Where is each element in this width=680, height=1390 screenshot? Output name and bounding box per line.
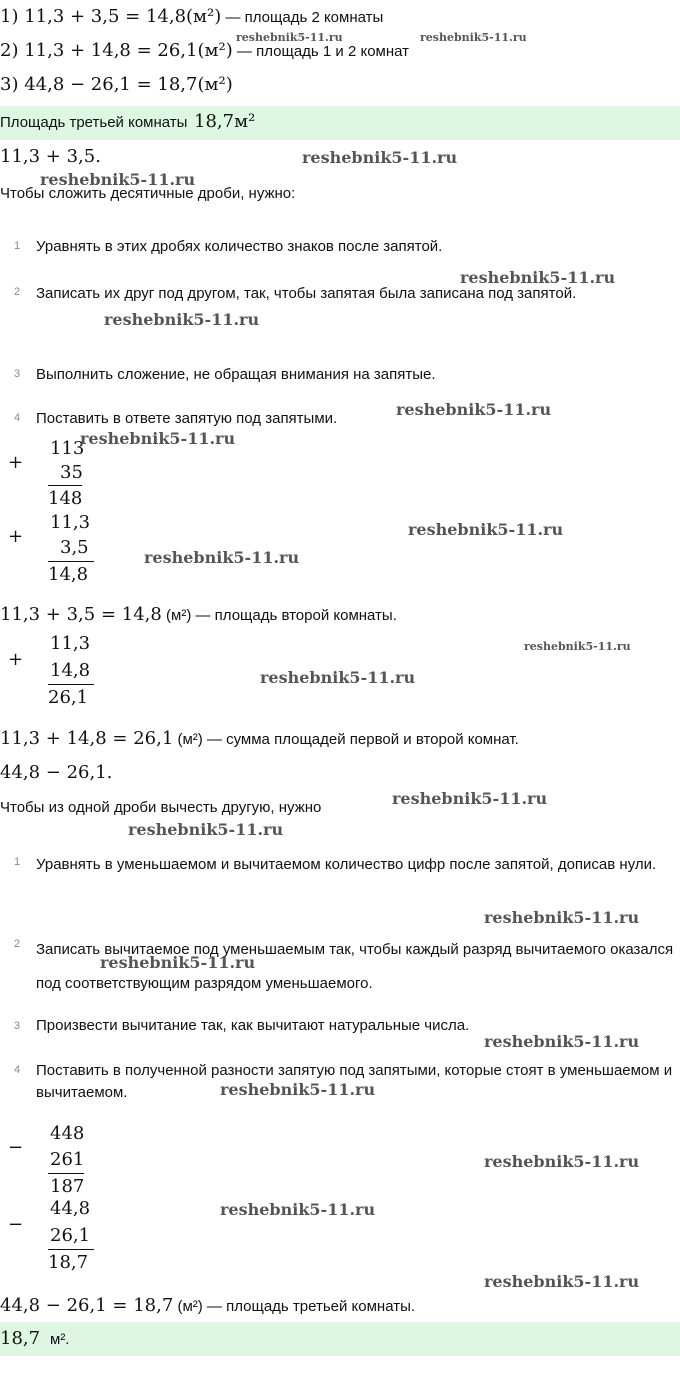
watermark: reshebnik5-11.ru bbox=[128, 820, 284, 839]
watermark: reshebnik5-11.ru bbox=[104, 310, 260, 329]
watermark: reshebnik5-11.ru bbox=[484, 1272, 640, 1291]
watermark: reshebnik5-11.ru bbox=[524, 640, 631, 653]
column-addition-3 bbox=[0, 633, 120, 711]
column-5-r: 18,7 bbox=[48, 1252, 89, 1273]
result-3 bbox=[0, 1295, 415, 1316]
column-5-b: 26,1 bbox=[50, 1225, 91, 1246]
add-rule-2: Записать их друг под другом, так, чтобы запятая была записана под запятой. bbox=[36, 285, 577, 302]
answer-2-text: м². bbox=[50, 1331, 70, 1348]
column-2-r: 14,8 bbox=[48, 564, 89, 585]
add-rule-3: Выполнить сложение, не обращая внимания на запятые. bbox=[36, 366, 436, 383]
column-2-a: 11,3 bbox=[50, 512, 91, 533]
result-3-text: (м²) — площадь третьей комнаты. bbox=[177, 1298, 416, 1315]
sub-rule-intro: Чтобы из одной дроби вычесть другую, нужно bbox=[0, 799, 322, 816]
add-rule-3-number: 3 bbox=[14, 368, 21, 380]
watermark: reshebnik5-11.ru bbox=[260, 668, 416, 687]
column-4-bar bbox=[48, 1173, 84, 1174]
watermark: reshebnik5-11.ru bbox=[392, 789, 548, 808]
watermark: reshebnik5-11.ru bbox=[484, 908, 640, 927]
column-5-sign: − bbox=[8, 1214, 24, 1235]
watermark: reshebnik5-11.ru bbox=[420, 31, 527, 44]
sub-rule-4: Поставить в полученной разности запятую под запятыми, которые стоят в уменьшаемом и вычитаемом. bbox=[36, 1062, 673, 1101]
result-2-math: 11,3 + 14,8 = 26,1 bbox=[0, 728, 174, 749]
sub-rule-2-number: 2 bbox=[14, 938, 21, 950]
add-rule-intro: Чтобы сложить десятичные дроби, нужно: bbox=[0, 185, 296, 202]
watermark: reshebnik5-11.ru bbox=[40, 170, 196, 189]
expression-1: 11,3 + 3,5. bbox=[0, 146, 101, 167]
column-1-sign: + bbox=[8, 452, 24, 473]
add-rule-1-number: 1 bbox=[14, 240, 21, 252]
column-5-bar bbox=[48, 1249, 94, 1250]
expression-2: 44,8 − 26,1. bbox=[0, 762, 113, 783]
column-4-sign: − bbox=[8, 1137, 24, 1158]
result-1-math: 11,3 + 3,5 = 14,8 bbox=[0, 604, 162, 625]
result-2 bbox=[0, 728, 519, 749]
watermark: reshebnik5-11.ru bbox=[484, 1152, 640, 1171]
step-2 bbox=[0, 40, 409, 61]
result-3-math: 44,8 − 26,1 = 18,7 bbox=[0, 1295, 174, 1316]
result-2-text: (м²) — сумма площадей первой и второй комнат. bbox=[177, 731, 519, 748]
sub-rule-2: Записать вычитаемое под уменьшаемым так, чтобы каждый разряд вычитаемого оказался под соответствующим разрядом уменьшаемого. bbox=[36, 941, 674, 992]
step-1-text: — площадь 2 комнаты bbox=[225, 9, 384, 26]
watermark: reshebnik5-11.ru bbox=[460, 268, 616, 287]
answer-box-1 bbox=[0, 106, 680, 140]
step-3-math: 3) 44,8 − 26,1 = 18,7(м²) bbox=[0, 74, 233, 95]
answer-2-math: 18,7 bbox=[0, 1328, 41, 1349]
step-3 bbox=[0, 74, 233, 95]
column-3-b: 14,8 bbox=[50, 660, 91, 681]
result-1 bbox=[0, 604, 397, 625]
column-subtraction-1 bbox=[0, 1123, 120, 1197]
answer-box-2 bbox=[0, 1322, 680, 1356]
watermark: reshebnik5-11.ru bbox=[220, 1080, 376, 1099]
add-rule-4-number: 4 bbox=[14, 412, 21, 424]
watermark: reshebnik5-11.ru bbox=[302, 148, 458, 167]
step-2-math: 2) 11,3 + 14,8 = 26,1(м²) bbox=[0, 40, 233, 61]
sub-rule-3-number: 3 bbox=[14, 1020, 21, 1032]
column-subtraction-2 bbox=[0, 1198, 120, 1276]
sub-rule-4-number: 4 bbox=[14, 1064, 21, 1076]
result-1-text: (м²) — площадь второй комнаты. bbox=[166, 607, 397, 624]
column-4-r: 187 bbox=[50, 1176, 85, 1197]
watermark: reshebnik5-11.ru bbox=[80, 429, 236, 448]
column-3-sign: + bbox=[8, 649, 24, 670]
sub-rule-3: Произвести вычитание так, как вычитают натуральные числа. bbox=[36, 1017, 470, 1034]
column-3-a: 11,3 bbox=[50, 633, 91, 654]
watermark: reshebnik5-11.ru bbox=[408, 520, 564, 539]
sub-rule-1-number: 1 bbox=[14, 856, 21, 868]
step-1-math: 1) 11,3 + 3,5 = 14,8(м²) bbox=[0, 6, 222, 27]
column-2-b: 3,5 bbox=[60, 537, 89, 558]
watermark: reshebnik5-11.ru bbox=[220, 1200, 376, 1219]
column-addition-1 bbox=[0, 438, 120, 512]
column-4-b: 261 bbox=[50, 1149, 85, 1170]
add-rule-1: Уравнять в этих дробях количество знаков после запятой. bbox=[36, 238, 443, 255]
column-addition-2 bbox=[0, 512, 120, 586]
step-2-text: — площадь 1 и 2 комнат bbox=[236, 43, 410, 60]
add-rule-2-number: 2 bbox=[14, 286, 21, 298]
watermark: reshebnik5-11.ru bbox=[484, 1032, 640, 1051]
column-2-sign: + bbox=[8, 526, 24, 547]
column-3-r: 26,1 bbox=[48, 687, 89, 708]
answer-1-text: Площадь третьей комнаты bbox=[0, 114, 188, 131]
add-rule-4: Поставить в ответе запятую под запятыми. bbox=[36, 410, 338, 427]
watermark: reshebnik5-11.ru bbox=[396, 400, 552, 419]
column-1-r: 148 bbox=[48, 488, 83, 509]
column-2-bar bbox=[48, 561, 94, 562]
column-5-a: 44,8 bbox=[50, 1198, 91, 1219]
watermark: reshebnik5-11.ru bbox=[100, 953, 256, 972]
sub-rule-1: Уравнять в уменьшаемом и вычитаемом количество цифр после запятой, дописав нули. bbox=[36, 856, 657, 873]
column-4-a: 448 bbox=[50, 1123, 85, 1144]
answer-1-math: 18,7м² bbox=[194, 111, 256, 132]
watermark: reshebnik5-11.ru bbox=[236, 31, 343, 44]
column-1-a: 113 bbox=[50, 438, 85, 459]
column-1-bar bbox=[48, 485, 82, 486]
column-3-bar bbox=[48, 684, 94, 685]
step-1 bbox=[0, 6, 383, 27]
column-1-b: 35 bbox=[60, 462, 83, 483]
watermark: reshebnik5-11.ru bbox=[144, 548, 300, 567]
